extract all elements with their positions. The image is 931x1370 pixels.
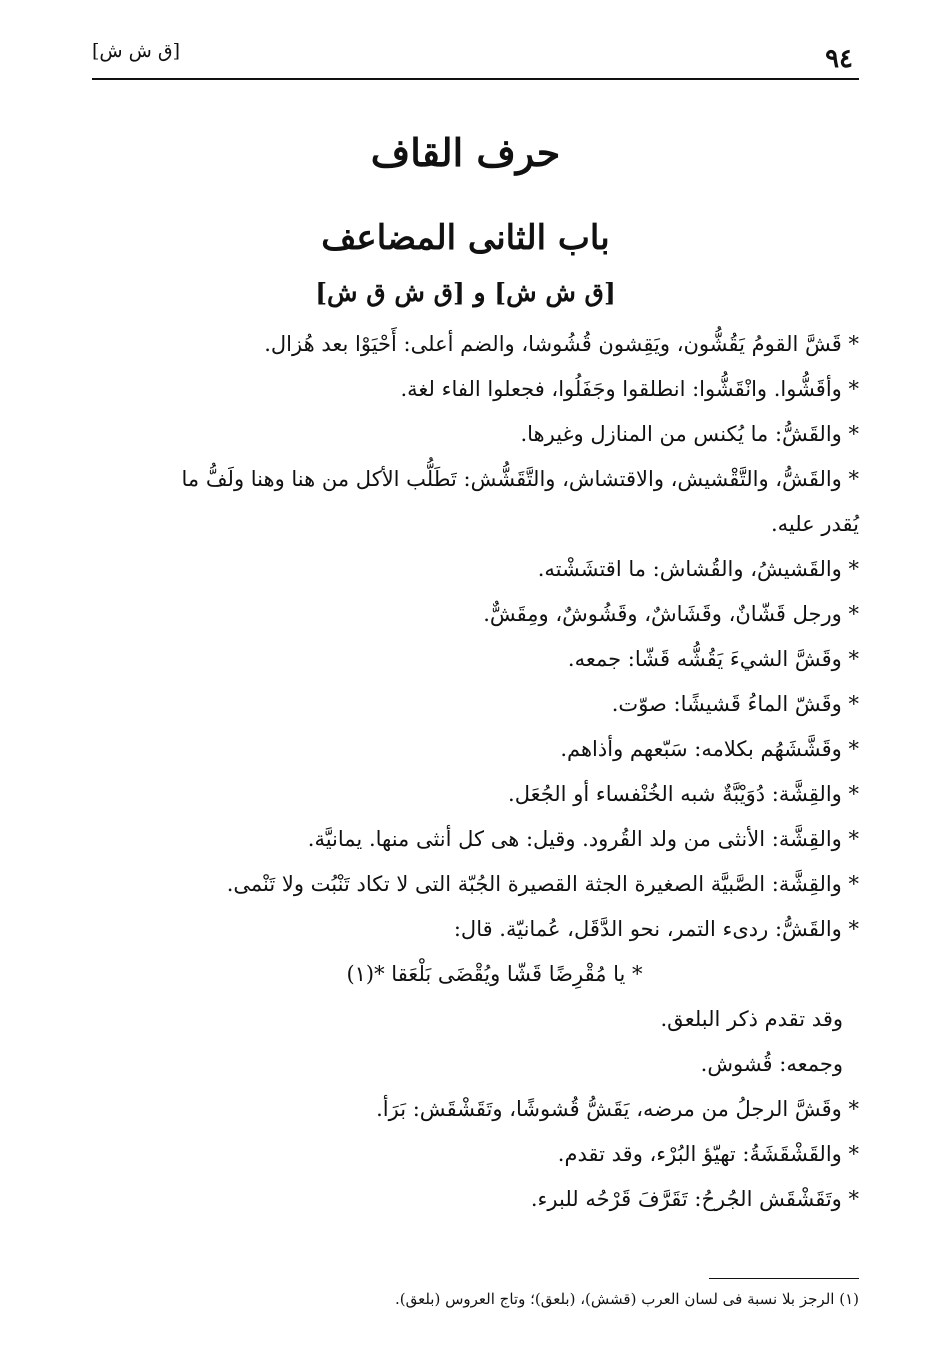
entry-line: * والقِشَّة: الصَّبيَّة الصغيرة الجثة القصيرة الجُبّة التى لا تكاد تَنْبُت ولا تَنْمى. [226, 872, 859, 896]
entry-note: وجمعه: قُشوش. [700, 1052, 843, 1076]
verse-line: * يا مُقْرِضًا قَشّا ويُقْضَى بَلْعَقا *(١) [346, 962, 643, 986]
footnote: (١) الرجز بلا نسبة فى لسان العرب (قشش)، (بلعق)؛ وتاج العروس (بلعق). [394, 1290, 859, 1308]
entry-line: * والقَشْقَشَةُ: تهيّؤ البُرْء، وقد تقدم. [557, 1142, 859, 1166]
entry-line: * وقَشَّ الشيءَ يَقُشُّه قَشّا: جمعه. [567, 647, 859, 671]
entry-line: * والقَشُّ: ما يُكنس من المنازل وغيرها. [520, 422, 859, 446]
section-title: باب الثانى المضاعف [321, 218, 610, 258]
entry-line: * والقِشَّة: الأنثى من ولد القُرود. وقيل: هى كل أنثى منها. يمانيَّة. [307, 827, 859, 851]
dictionary-body [70, 322, 859, 1222]
entry-note: وقد تقدم ذكر البلعق. [660, 1007, 843, 1031]
entry-line: * وقَشَّشَهُم بكلامه: سَبّعهم وأذاهم. [560, 737, 859, 761]
entry-line: * قَشَّ القومُ يَقُشُّون، ويَقِشون قُشُوشا، والضم أعلى: أَحْيَوْا بعد هُزال. [264, 332, 859, 356]
entry-line: * وتَقَشْقَش الجُرحُ: تَقَرَّفَ قَرْحُه للبرء. [530, 1187, 859, 1211]
entry-continuation: يُقدر عليه. [770, 512, 859, 536]
entry-line: * وأقَشُّوا. وانْقَشُّوا: انطلقوا وجَفَلُوا، فجعلوا الفاء لغة. [400, 377, 859, 401]
entry-line: * وقَشّ الماءُ قَشيشًا: صوّت. [611, 692, 859, 716]
header-rule [92, 78, 859, 80]
entry-line: * ورجل قَشّانٌ، وقَشَاشٌ، وقَشُوشٌ، ومِقَشٌّ. [483, 602, 859, 626]
root-heading: [ق ش ش] و [ق ش ق ش] [315, 278, 616, 307]
chapter-title: حرف القاف [370, 130, 561, 175]
entry-line: * والقَشُّ: ردىء التمر، نحو الدَّقَل، عُمانيّة. قال: [453, 917, 859, 941]
page-header [92, 36, 859, 80]
running-head: [ق ش ش] [92, 40, 181, 62]
entry-line: * والقَشيشُ، والقُشاش: ما اقتشَشْته. [537, 557, 859, 581]
entry-line: * وقَشَّ الرجلُ من مرضه، يَقَشُّ قُشوشًا، وتَقَشْقَش: بَرَأ. [376, 1097, 859, 1121]
entry-line: * والقَشُّ، والتَّقْشيش، والاقتشاش، والتَّقَشُّش: تَطَلُّب الأكل من هنا وهنا ولَفُّ ما [181, 467, 859, 491]
entry-line: * والقِشَّة: دُوَيْبَّةٌ شبه الخُنْفساء أو الجُعَل. [508, 782, 859, 806]
footnote-rule [709, 1278, 859, 1279]
page-number: ٩٤ [825, 44, 853, 74]
